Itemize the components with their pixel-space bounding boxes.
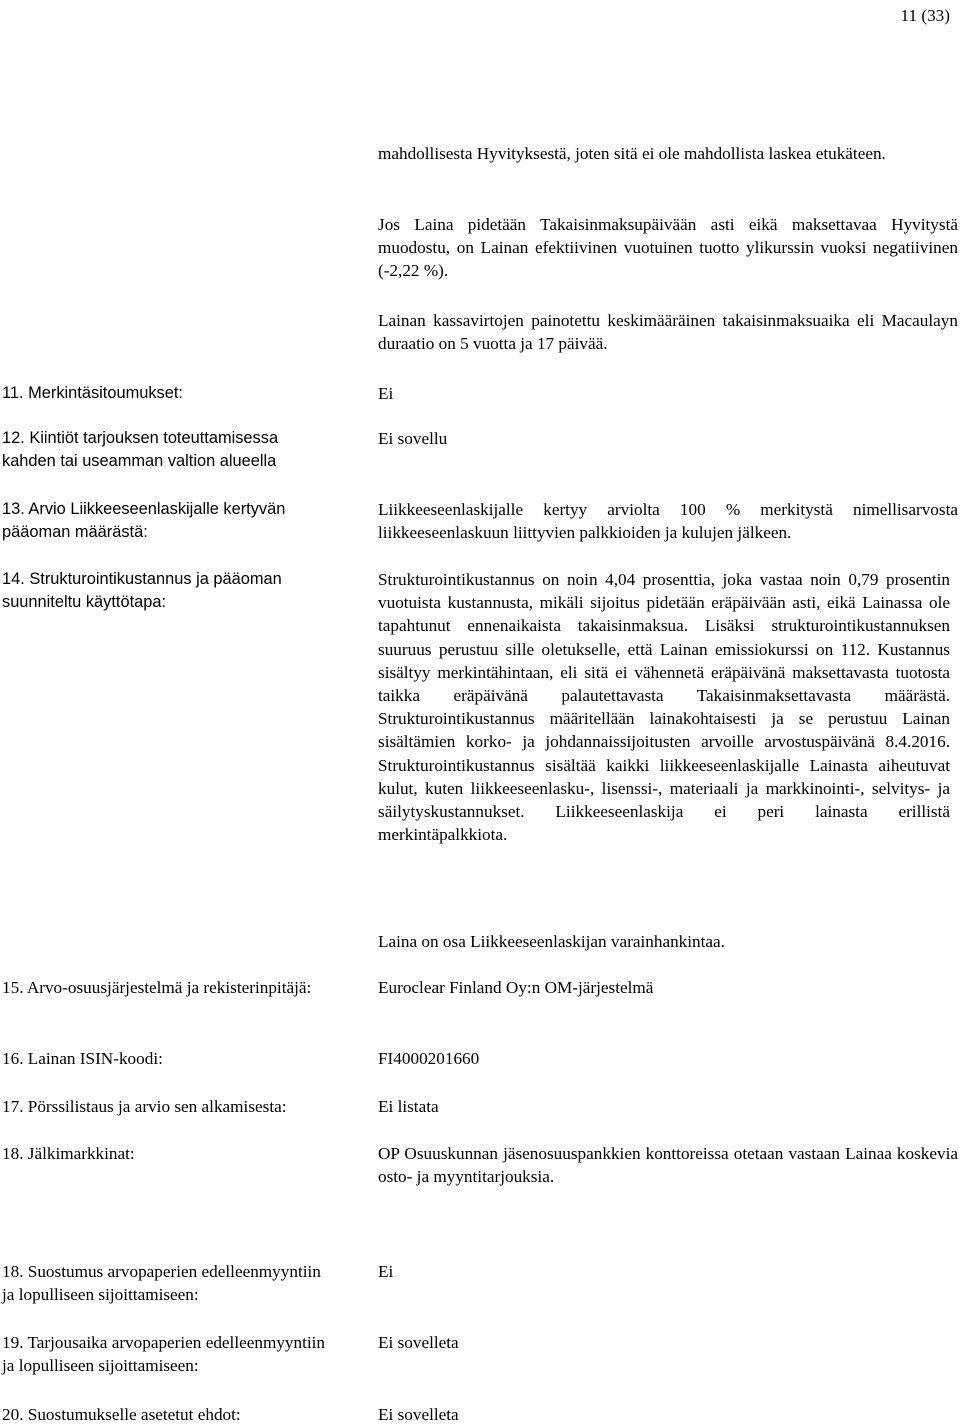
section-16-label: 16. Lainan ISIN-koodi: [2, 1049, 163, 1068]
section-17-label: 17. Pörssilistaus ja arvio sen alkamisesta: [2, 1097, 287, 1116]
section-20-label: 20. Suostumukselle asetetut ehdot: [2, 1405, 241, 1424]
section-12-label: 12. Kiintiöt tarjouksen toteuttamisessa kahden tai useamman valtion alueella [2, 429, 279, 471]
section-18-label: 18. Jälkimarkkinat: [2, 1144, 135, 1163]
intro-paragraph-3: Lainan kassavirtojen painotettu keskimääräinen takaisinmaksuaika eli Macaulayn duraatio on 5 vuotta ja 17 päivää. [378, 311, 958, 354]
section-14-value-2: Laina on osa Liikkeeseenlaskijan varainhankintaa. [378, 932, 725, 951]
intro-paragraph-2: Jos Laina pidetään Takaisinmaksupäivään asti eikä maksettavaa Hyvitystä muodostu, on Lainan efektiivinen vuotuinen tuotto ylikurssin vuoksi negatiivinen (-2,22 %). [378, 215, 958, 281]
section-11-label: 11. Merkintäsitoumukset: [2, 384, 183, 402]
section-17-value: Ei listata [378, 1097, 439, 1116]
section-15-value: Euroclear Finland Oy:n OM-järjestelmä [378, 978, 654, 997]
page-number: 11 (33) [900, 6, 950, 25]
section-19-value: Ei sovelleta [378, 1333, 459, 1352]
section-13-label: 13. Arvio Liikkeeseenlaskijalle kertyvän pääoman määrästä: [2, 500, 286, 542]
section-19-label: 19. Tarjousaika arvopaperien edelleenmyyntiin ja lopulliseen sijoittamiseen: [2, 1333, 326, 1376]
section-14-value: Strukturointikustannus on noin 4,04 prosenttia, joka vastaa noin 0,79 prosentin vuotuista kustannusta, mikäli sijoitus pidetään eräpäivään asti, eikä Lainassa ole tapahtunut ennenaikaista takaisinmaksua. Lisäksi strukturointikustannuksen suuruus perustuu sille oletukselle, että Lainan emissiokurssi on 112. Kustannus sisältyy merkintähintaan, eli sitä ei vähennetä eräpäivänä maksettavasta tuotosta taikka eräpäivänä palautettavasta Takaisinmaksettavasta määrästä. Strukturointikustannus määritellään lainakohtaisesti ja se perustuu Lainan sisältämien korko- ja johdannaissijoitusten arvoille arvostuspäivänä 8.4.2016. Strukturointikustannus sisältää kaikki liikkeeseenlaskijalle Lainasta aiheutuvat kulut, kuten liikkeeseenlasku-, lisenssi-, materiaali ja markkinointi-, selvitys- ja säilytyskustannukset. Liikkeeseenlaskija ei peri lainasta erillistä merkintäpalkkiota. [378, 570, 950, 845]
section-18-value: OP Osuuskunnan jäsenosuuspankkien konttoreissa otetaan vastaan Lainaa koskevia osto- ja myyntitarjouksia. [378, 1144, 958, 1187]
section-14-label: 14. Strukturointikustannus ja pääoman suunniteltu käyttötapa: [2, 570, 282, 612]
section-13-value: Liikkeeseenlaskijalle kertyy arviolta 100 % merkitystä nimellisarvosta liikkeeseenlaskuun liittyvien palkkioiden ja kulujen jälkeen. [378, 500, 958, 543]
section-18b-label: 18. Suostumus arvopaperien edelleenmyyntiin ja lopulliseen sijoittamiseen: [2, 1262, 321, 1305]
section-18b-value: Ei [378, 1262, 394, 1281]
section-11-value: Ei [378, 384, 394, 403]
section-12-value: Ei sovellu [378, 429, 448, 448]
section-15-label: 15. Arvo-osuusjärjestelmä ja rekisterinpitäjä: [2, 978, 312, 997]
section-16-value: FI4000201660 [378, 1049, 480, 1068]
intro-paragraph-1: mahdollisesta Hyvityksestä, joten sitä ei ole mahdollista laskea etukäteen. [378, 144, 886, 163]
section-20-value: Ei sovelleta [378, 1405, 459, 1424]
